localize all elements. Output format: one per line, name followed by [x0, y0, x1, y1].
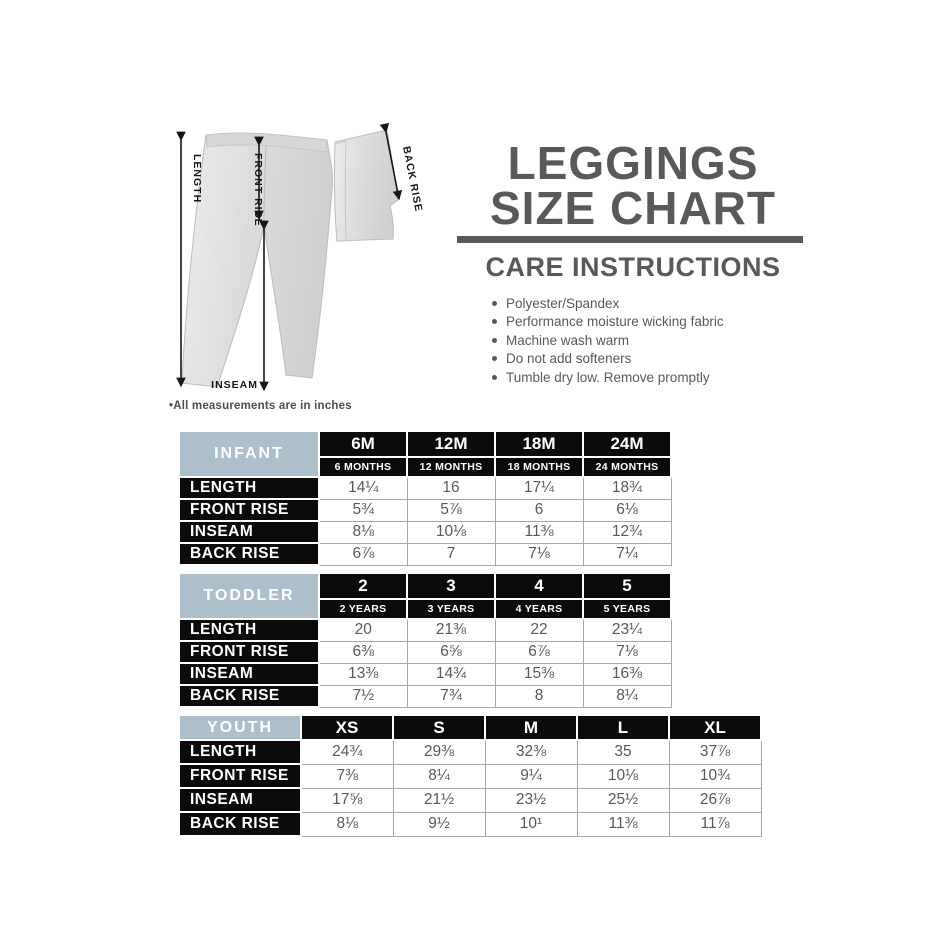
toddler-size-table [178, 572, 672, 708]
cell-value: 14¼ [319, 477, 407, 499]
cell-value: 5⅞ [407, 499, 495, 521]
col-header: 3 [407, 573, 495, 599]
cell-value: 9¼ [485, 764, 577, 788]
table-row [179, 812, 761, 836]
care-instructions-list [492, 294, 724, 387]
col-subheader: 12 MONTHS [407, 457, 495, 477]
cell-value: 22 [495, 619, 583, 641]
col-subheader: 3 YEARS [407, 599, 495, 619]
care-instruction-text: Tumble dry low. Remove promptly [506, 369, 710, 385]
col-header: 2 [319, 573, 407, 599]
page-title-line1: LEGGINGS [507, 137, 759, 189]
table-row [179, 740, 761, 764]
cell-value: 7¾ [407, 685, 495, 707]
col-header: XL [669, 715, 761, 740]
leggings-drawing [160, 98, 460, 398]
col-subheader: 18 MONTHS [495, 457, 583, 477]
youth-size-table [178, 714, 762, 837]
cell-value: 8 [495, 685, 583, 707]
row-label: INSEAM [179, 788, 301, 812]
cell-value: 8¼ [583, 685, 671, 707]
cell-value: 6⅜ [319, 641, 407, 663]
table-row [179, 619, 671, 641]
cell-value: 8⅛ [319, 521, 407, 543]
cell-value: 11⅜ [577, 812, 669, 836]
table-row [179, 521, 671, 543]
cell-value: 15⅜ [495, 663, 583, 685]
cell-value: 10⅛ [407, 521, 495, 543]
cell-value: 29⅜ [393, 740, 485, 764]
inseam-label: INSEAM [211, 379, 258, 391]
page-title-line2: SIZE CHART [490, 182, 776, 234]
cell-value: 26⅞ [669, 788, 761, 812]
leggings-illustration [160, 98, 460, 398]
row-label: BACK RISE [179, 812, 301, 836]
cell-value: 32⅜ [485, 740, 577, 764]
col-header: 5 [583, 573, 671, 599]
cell-value: 7½ [319, 685, 407, 707]
care-instruction-text: Polyester/Spandex [506, 295, 620, 311]
col-subheader: 6 MONTHS [319, 457, 407, 477]
table-group-label: TODDLER [179, 573, 319, 619]
col-header: XS [301, 715, 393, 740]
row-label: LENGTH [179, 619, 319, 641]
col-subheader: 5 YEARS [583, 599, 671, 619]
cell-value: 8¼ [393, 764, 485, 788]
row-label: BACK RISE [179, 685, 319, 707]
cell-value: 14¾ [407, 663, 495, 685]
cell-value: 10¾ [669, 764, 761, 788]
cell-value: 21⅜ [407, 619, 495, 641]
cell-value: 10¹ [485, 812, 577, 836]
table-row [179, 764, 761, 788]
cell-value: 7 [407, 543, 495, 565]
cell-value: 17¼ [495, 477, 583, 499]
cell-value: 13⅜ [319, 663, 407, 685]
col-header: 12M [407, 431, 495, 457]
back-rise-label: BACK RISE [400, 145, 425, 214]
col-header: 4 [495, 573, 583, 599]
table-group-label: INFANT [179, 431, 319, 477]
row-label: INSEAM [179, 521, 319, 543]
title-divider [457, 236, 803, 243]
table-row [179, 685, 671, 707]
cell-value: 17⅝ [301, 788, 393, 812]
cell-value: 16 [407, 477, 495, 499]
cell-value: 11⅜ [495, 521, 583, 543]
care-instruction-text: Do not add softeners [506, 351, 632, 367]
col-header: L [577, 715, 669, 740]
cell-value: 7⅛ [495, 543, 583, 565]
col-header: 6M [319, 431, 407, 457]
row-label: FRONT RISE [179, 641, 319, 663]
row-label: FRONT RISE [179, 764, 301, 788]
cell-value: 6⅞ [495, 641, 583, 663]
care-instruction-item [492, 313, 724, 332]
care-instruction-item [492, 350, 724, 369]
care-instruction-item [492, 294, 724, 313]
row-label: BACK RISE [179, 543, 319, 565]
cell-value: 6⅞ [319, 543, 407, 565]
cell-value: 25½ [577, 788, 669, 812]
cell-value: 9½ [393, 812, 485, 836]
col-header: 24M [583, 431, 671, 457]
table-row [179, 543, 671, 565]
row-label: FRONT RISE [179, 499, 319, 521]
col-subheader: 2 YEARS [319, 599, 407, 619]
table-row [179, 663, 671, 685]
cell-value: 37⅞ [669, 740, 761, 764]
cell-value: 6 [495, 499, 583, 521]
cell-value: 16⅜ [583, 663, 671, 685]
bullet-icon [492, 338, 497, 343]
cell-value: 7¼ [583, 543, 671, 565]
length-label: LENGTH [191, 154, 203, 204]
col-subheader: 24 MONTHS [583, 457, 671, 477]
col-header: S [393, 715, 485, 740]
table-row [179, 788, 761, 812]
cell-value: 20 [319, 619, 407, 641]
col-subheader: 4 YEARS [495, 599, 583, 619]
care-instruction-item [492, 331, 724, 350]
cell-value: 10⅛ [577, 764, 669, 788]
bullet-icon [492, 356, 497, 361]
cell-value: 7⅛ [583, 641, 671, 663]
bullet-icon [492, 301, 497, 306]
table-group-label: YOUTH [179, 715, 301, 740]
cell-value: 18¾ [583, 477, 671, 499]
cell-value: 6⅝ [407, 641, 495, 663]
bullet-icon [492, 319, 497, 324]
table-row [179, 499, 671, 521]
cell-value: 35 [577, 740, 669, 764]
page-title [443, 137, 823, 234]
cell-value: 6⅛ [583, 499, 671, 521]
measurements-note: •All measurements are in inches [169, 400, 352, 412]
cell-value: 12¾ [583, 521, 671, 543]
col-header: M [485, 715, 577, 740]
cell-value: 24¾ [301, 740, 393, 764]
cell-value: 8⅛ [301, 812, 393, 836]
row-label: LENGTH [179, 477, 319, 499]
care-instruction-item [492, 368, 724, 387]
bullet-icon [492, 375, 497, 380]
infant-size-table [178, 430, 672, 566]
row-label: LENGTH [179, 740, 301, 764]
care-instruction-text: Machine wash warm [506, 332, 630, 348]
table-row [179, 641, 671, 663]
cell-value: 5¾ [319, 499, 407, 521]
cell-value: 7⅜ [301, 764, 393, 788]
cell-value: 21½ [393, 788, 485, 812]
row-label: INSEAM [179, 663, 319, 685]
front-rise-label: FRONT RISE [252, 153, 264, 227]
cell-value: 11⅞ [669, 812, 761, 836]
cell-value: 23¼ [583, 619, 671, 641]
table-row [179, 477, 671, 499]
col-header: 18M [495, 431, 583, 457]
cell-value: 23½ [485, 788, 577, 812]
care-instruction-text: Performance moisture wicking fabric [506, 314, 724, 330]
care-instructions-heading: CARE INSTRUCTIONS [485, 252, 781, 282]
